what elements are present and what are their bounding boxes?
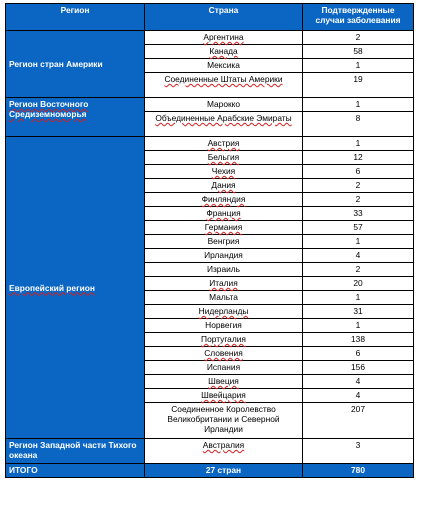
cases-cell: 2 <box>303 263 414 277</box>
country-cell: Израиль <box>145 263 303 277</box>
country-cell: Финляндия <box>145 193 303 207</box>
cases-cell: 1 <box>303 291 414 305</box>
country-cell: Швеция <box>145 375 303 389</box>
cases-cell: 1 <box>303 137 414 151</box>
country-cell: Франция <box>145 207 303 221</box>
table-row <box>6 137 414 151</box>
country-cell: Бельгия <box>145 151 303 165</box>
region-cell-eastern-mediterranean: Регион Восточного Средиземноморья <box>6 98 145 137</box>
country-cell: Норвегия <box>145 319 303 333</box>
region-cell-western-pacific: Регион Западной части Тихого океана <box>6 439 145 464</box>
cases-cell: 207 <box>303 403 414 439</box>
country-cell: Австралия <box>145 439 303 464</box>
cases-cell: 4 <box>303 375 414 389</box>
cases-cell: 6 <box>303 165 414 179</box>
country-cell: Испания <box>145 361 303 375</box>
country-cell: Италия <box>145 277 303 291</box>
cases-cell: 6 <box>303 347 414 361</box>
country-cell: Чехия <box>145 165 303 179</box>
cases-cell: 138 <box>303 333 414 347</box>
cases-cell: 1 <box>303 235 414 249</box>
country-cell: Дания <box>145 179 303 193</box>
total-row <box>6 464 414 478</box>
country-cell: Ирландия <box>145 249 303 263</box>
header-region: Регион <box>6 4 145 31</box>
country-cell: Венгрия <box>145 235 303 249</box>
cases-cell: 2 <box>303 31 414 45</box>
country-cell: Нидерланды <box>145 305 303 319</box>
total-cases: 780 <box>303 464 414 478</box>
cases-cell: 4 <box>303 249 414 263</box>
cases-cell: 31 <box>303 305 414 319</box>
cases-cell: 19 <box>303 73 414 98</box>
cases-cell: 58 <box>303 45 414 59</box>
cases-cell: 33 <box>303 207 414 221</box>
cases-cell: 4 <box>303 389 414 403</box>
total-countries: 27 стран <box>145 464 303 478</box>
country-cell: Объединенные Арабские Эмираты <box>145 112 303 137</box>
cases-cell: 12 <box>303 151 414 165</box>
country-cell: Австрия <box>145 137 303 151</box>
cases-table <box>5 3 414 478</box>
table-row <box>6 439 414 464</box>
country-cell: Соединенные Штаты Америки <box>145 73 303 98</box>
country-cell: Швейцария <box>145 389 303 403</box>
cases-cell: 1 <box>303 98 414 112</box>
country-cell: Марокко <box>145 98 303 112</box>
cases-cell: 2 <box>303 179 414 193</box>
country-cell: Соединенное Королевство Великобритании и Северной Ирландии <box>145 403 303 439</box>
country-cell: Аргентина <box>145 31 303 45</box>
cases-cell: 2 <box>303 193 414 207</box>
region-cell-americas: Регион стран Америки <box>6 31 145 98</box>
country-cell: Мексика <box>145 59 303 73</box>
header-cases: Подтвержденные случаи заболевания <box>303 4 414 31</box>
country-cell: Германия <box>145 221 303 235</box>
country-cell: Португалия <box>145 333 303 347</box>
cases-cell: 3 <box>303 439 414 464</box>
cases-cell: 1 <box>303 319 414 333</box>
table-row <box>6 31 414 45</box>
cases-cell: 1 <box>303 59 414 73</box>
country-cell: Канада <box>145 45 303 59</box>
table-row <box>6 98 414 112</box>
cases-cell: 8 <box>303 112 414 137</box>
cases-cell: 57 <box>303 221 414 235</box>
header-country: Страна <box>145 4 303 31</box>
cases-cell: 20 <box>303 277 414 291</box>
cases-cell: 156 <box>303 361 414 375</box>
total-label: ИТОГО <box>6 464 145 478</box>
region-cell-europe: Европейский регион <box>6 137 145 439</box>
country-cell: Словения <box>145 347 303 361</box>
header-row <box>6 4 414 31</box>
country-cell: Мальта <box>145 291 303 305</box>
